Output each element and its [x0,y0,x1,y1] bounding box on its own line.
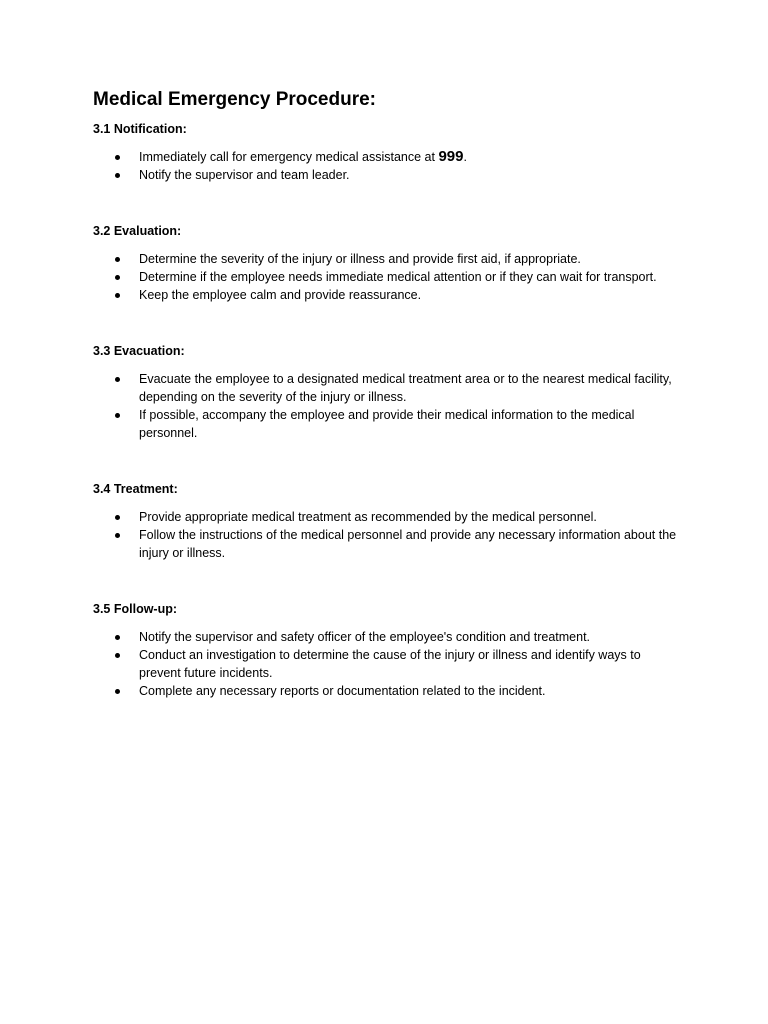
document-page [93,86,683,700]
section-heading: 3.4 Treatment: [93,482,178,496]
list-item [93,682,683,700]
bullet-list [93,370,683,442]
list-item-suffix: . [463,150,467,164]
list-item [93,286,683,304]
section-heading: 3.2 Evaluation: [93,224,182,238]
bullet-icon [115,413,120,418]
emergency-number: 999 [438,148,464,165]
document-title: Medical Emergency Procedure: [93,89,376,110]
section-heading: 3.5 Follow-up: [93,602,178,616]
section-heading: 3.3 Evacuation: [93,344,185,358]
list-item-text: Notify the supervisor and safety officer of the employee's condition and treatment. [139,630,591,644]
list-item-text: Follow the instructions of the medical personnel and provide any necessary information about the injury or illness. [139,528,677,560]
list-item-text: Determine if the employee needs immediate medical attention or if they can wait for transport. [139,270,657,284]
list-item [93,370,683,406]
list-item [93,406,683,442]
bullet-icon [115,515,120,520]
list-item [93,646,683,682]
bullet-list [93,508,683,562]
section-evacuation [93,342,683,442]
bullet-icon [115,155,120,160]
bullet-icon [115,173,120,178]
bullet-list [93,250,683,304]
list-item-text: Keep the employee calm and provide reassurance. [139,288,422,302]
list-item [93,166,683,184]
list-item [93,268,683,286]
list-item-text: Notify the supervisor and team leader. [139,168,350,182]
bullet-icon [115,689,120,694]
list-item [93,148,683,166]
list-item-text: Conduct an investigation to determine the cause of the injury or illness and identify ways to prevent future incidents. [139,648,641,680]
section-treatment [93,480,683,562]
list-item-text: Evacuate the employee to a designated medical treatment area or to the nearest medical facility, depending on the severity of the injury or illness. [139,372,672,404]
bullet-list [93,628,683,700]
list-item-text: Determine the severity of the injury or illness and provide first aid, if appropriate. [139,252,581,266]
list-item-text: Complete any necessary reports or documentation related to the incident. [139,684,546,698]
list-item-text: Immediately call for emergency medical assistance at [139,150,439,164]
section-follow-up [93,600,683,700]
bullet-icon [115,533,120,538]
list-item [93,508,683,526]
list-item-text: Provide appropriate medical treatment as recommended by the medical personnel. [139,510,597,524]
section-notification [93,120,683,184]
list-item [93,526,683,562]
bullet-icon [115,257,120,262]
list-item-text: If possible, accompany the employee and provide their medical information to the medical personnel. [139,408,635,440]
list-item [93,628,683,646]
section-heading: 3.1 Notification: [93,122,187,136]
bullet-list [93,148,683,184]
bullet-icon [115,653,120,658]
bullet-icon [115,377,120,382]
bullet-icon [115,275,120,280]
bullet-icon [115,635,120,640]
section-evaluation [93,222,683,304]
bullet-icon [115,293,120,298]
list-item [93,250,683,268]
